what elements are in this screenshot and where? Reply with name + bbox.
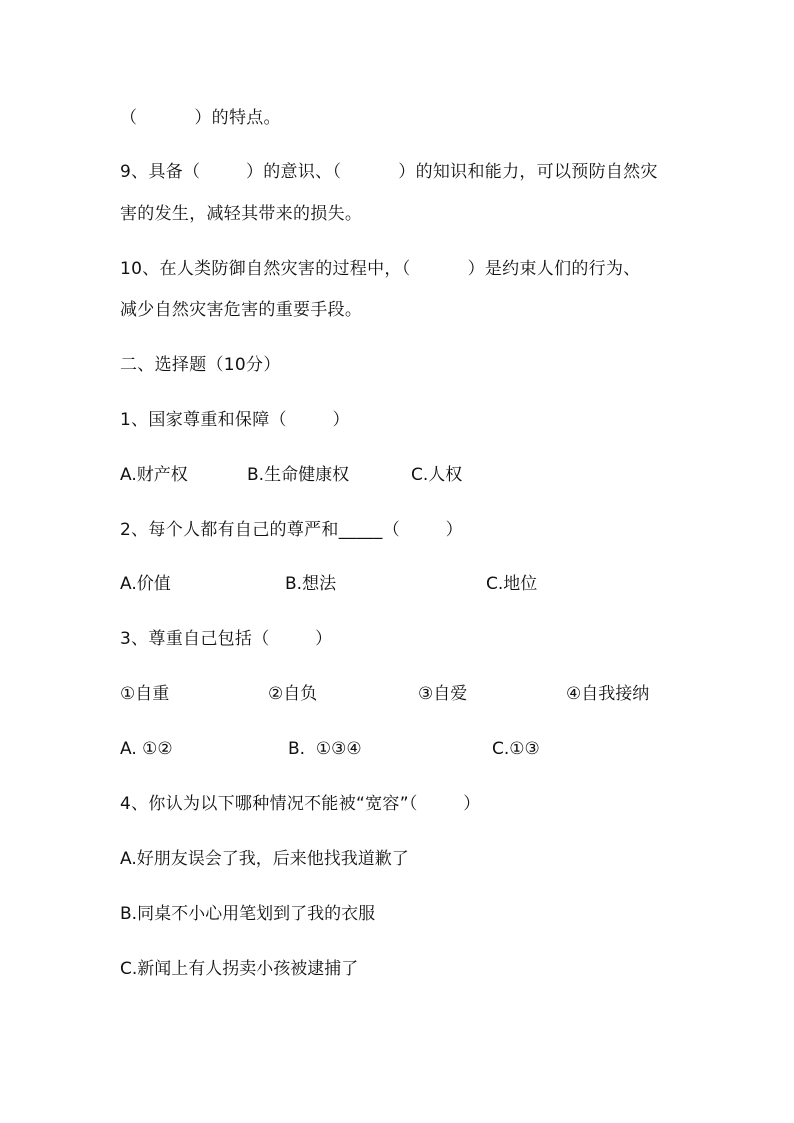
question-8-tail: （ ）的特点。	[120, 108, 281, 128]
choice-question-3-item-1: ①自重	[120, 684, 170, 704]
choice-question-1-option-b: B.生命健康权	[247, 465, 350, 485]
choice-question-3-item-4: ④自我接纳	[566, 684, 650, 704]
choice-question-3-option-a: A. ①②	[120, 739, 173, 759]
question-10-line-2: 减少自然灾害危害的重要手段。	[120, 300, 363, 320]
choice-question-4-option-c: C.新闻上有人拐卖小孩被逮捕了	[120, 959, 359, 979]
choice-question-2-stem: 2、每个人都有自己的尊严和_____（ ）	[120, 520, 463, 540]
choice-question-2-option-b: B.想法	[285, 574, 337, 594]
choice-question-3-option-b: B. ①③④	[288, 739, 362, 759]
choice-question-4-option-a: A.好朋友误会了我，后来他找我道歉了	[120, 849, 409, 869]
choice-question-4-stem: 4、你认为以下哪种情况不能被“宽容”（ ）	[120, 794, 481, 814]
choice-question-1-stem: 1、国家尊重和保障（ ）	[120, 410, 350, 430]
question-9-line-2: 害的发生，减轻其带来的损失。	[120, 204, 363, 224]
choice-question-3-item-3: ③自爱	[418, 684, 468, 704]
section-heading-choice: 二、选择题（10分）	[120, 355, 281, 375]
question-9-line-1: 9、具备（ ）的意识、（ ）的知识和能力，可以预防自然灾	[120, 162, 658, 182]
choice-question-2-option-c: C.地位	[486, 574, 538, 594]
choice-question-1-option-a: A.财产权	[120, 465, 188, 485]
choice-question-3-item-2: ②自负	[268, 684, 318, 704]
choice-question-2-option-a: A.价值	[120, 574, 171, 594]
choice-question-3-stem: 3、尊重自己包括（ ）	[120, 629, 333, 649]
choice-question-1-option-c: C.人权	[411, 465, 463, 485]
question-10-line-1: 10、在人类防御自然灾害的过程中，（ ）是约束人们的行为、	[120, 259, 641, 279]
choice-question-3-option-c: C.①③	[492, 739, 540, 759]
choice-question-4-option-b: B.同桌不小心用笔划到了我的衣服	[120, 904, 376, 924]
